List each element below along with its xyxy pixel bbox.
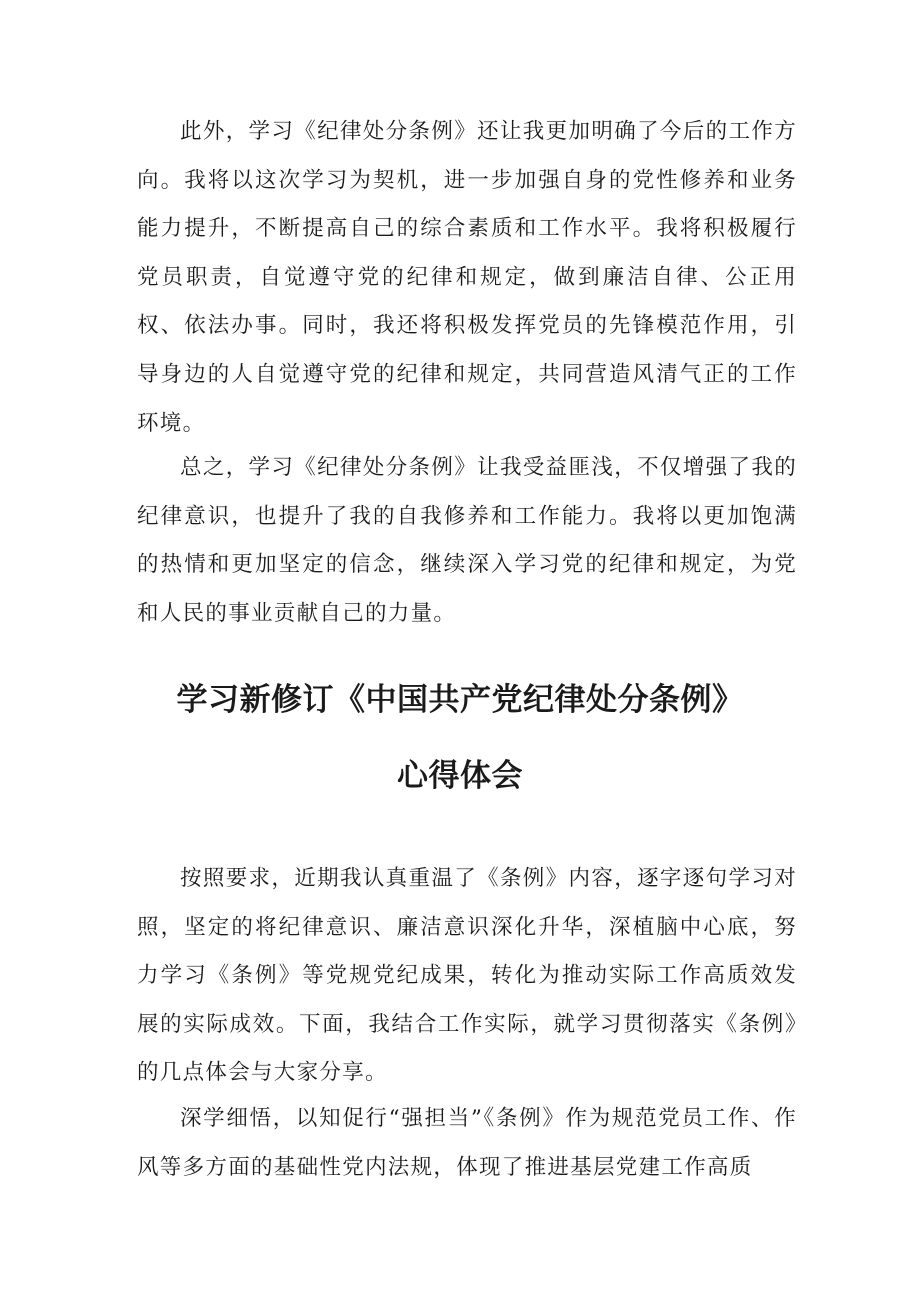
paragraph-deep-study: 深学细悟，以知促行“强担当”《条例》作为规范党员工作、作风等多方面的基础性党内法规，体现了推进基层党建工作高质 (137, 1106, 797, 1180)
document-title-line-1: 学习新修订《中国共产党纪律处分条例》 (176, 682, 744, 718)
paragraph-future-direction: 此外，学习《纪律处分条例》还让我更加明确了今后的工作方向。我将以这次学习为契机，进一步加强自身的党性修养和业务能力提升，不断提高自己的综合素质和工作水平。我将积极履行党员职责，自觉遵守党的纪律和规定，做到廉洁自律、公正用权、依法办事。同时，我还将积极发挥党员的先锋模范作用，引导身边的人自觉遵守党的纪律和规定，共同营造风清气正的工作环境。 (137, 119, 797, 436)
paragraph-conclusion: 总之，学习《纪律处分条例》让我受益匪浅，不仅增强了我的纪律意识，也提升了我的自我修养和工作能力。我将以更加饱满的热情和更加坚定的信念，继续深入学习党的纪律和规定，为党和人民的事业贡献自己的力量。 (137, 455, 797, 626)
document-title-line-2: 心得体会 (397, 758, 523, 794)
paragraph-introduction: 按照要求，近期我认真重温了《条例》内容，逐字逐句学习对照，坚定的将纪律意识、廉洁意识深化升华，深植脑中心底，努力学习《条例》等党规党纪成果，转化为推动实际工作高质效发展的实际成效。下面，我结合工作实际，就学习贯彻落实《条例》的几点体会与大家分享。 (137, 866, 797, 1086)
